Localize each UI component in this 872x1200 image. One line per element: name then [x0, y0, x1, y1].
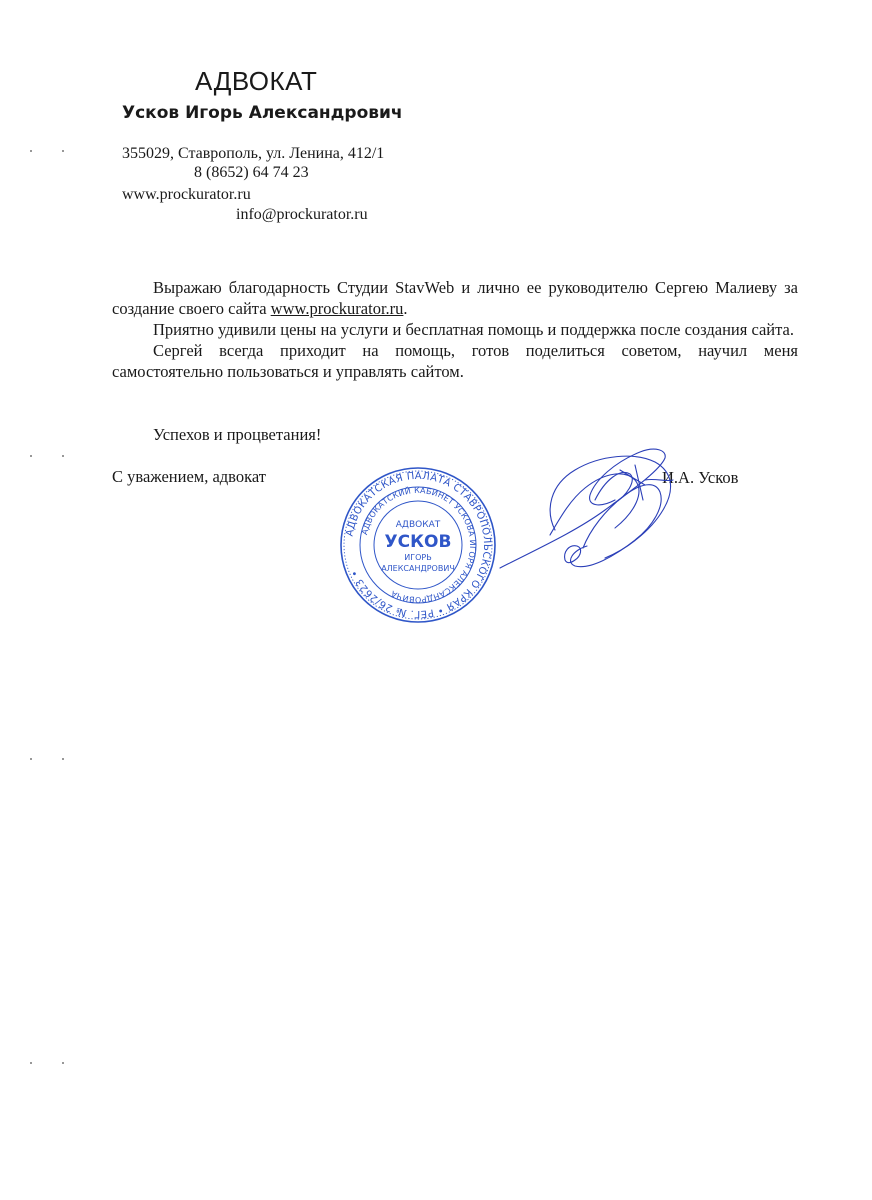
stamp-line-patronymic: АЛЕКСАНДРОВИЧ: [381, 564, 455, 573]
site-link: www.prockurator.ru: [270, 299, 404, 318]
letterhead-title: АДВОКАТ: [195, 66, 318, 96]
paragraph-gratitude-text: Выражаю благодарность Студии StavWeb и лично ее руководителю Сергею Малиеву за создание своего сайта: [112, 278, 798, 318]
scan-dot: [30, 455, 32, 457]
stamp-inner-text: АДВОКАТСКИЙ КАБИНЕТ УСКОВА ИГОРЯ АЛЕКСАНДРОВИЧА: [360, 485, 478, 605]
paragraph-prices: Приятно удивили цены на услуги и бесплатная помощь и поддержка после создания сайта.: [153, 320, 795, 339]
stamp-line-firstname: ИГОРЬ: [404, 553, 432, 562]
scan-dot: [62, 455, 64, 457]
scan-dot: [62, 150, 64, 152]
website-url: www.prockurator.ru: [122, 186, 251, 203]
paragraph-support: Сергей всегда приходит на помощь, готов поделиться советом, научил меня самостоятельно пользоваться и управлять сайтом.: [112, 341, 798, 381]
scan-dot: [30, 1062, 32, 1064]
closing-wish: Успехов и процветания!: [153, 425, 322, 444]
email-address: info@prockurator.ru: [236, 206, 368, 223]
handwritten-signature: [495, 440, 695, 585]
postal-address: 355029, Ставрополь, ул. Ленина, 412/1: [122, 145, 385, 162]
paragraph-gratitude-end: .: [403, 299, 408, 318]
regards-line: С уважением, адвокат: [112, 467, 266, 486]
stamp-outer-text: АДВОКАТСКАЯ ПАЛАТА СТАВРОПОЛЬСКОГО КРАЯ • РЕГ. № 26/2623 •: [344, 470, 493, 620]
scan-dot: [30, 758, 32, 760]
lawyer-name: Усков Игорь Александрович: [122, 103, 403, 123]
scan-dot: [30, 150, 32, 152]
paragraph-gratitude: [112, 277, 798, 319]
scan-dot: [62, 1062, 64, 1064]
signer-name: И.А. Усков: [662, 468, 739, 487]
scan-dot: [62, 758, 64, 760]
official-stamp: [338, 465, 498, 625]
stamp-line-surname: УСКОВ: [384, 532, 452, 552]
phone-number: 8 (8652) 64 74 23: [194, 164, 309, 181]
stamp-line-title: АДВОКАТ: [395, 520, 441, 530]
letter-body: [112, 277, 798, 382]
